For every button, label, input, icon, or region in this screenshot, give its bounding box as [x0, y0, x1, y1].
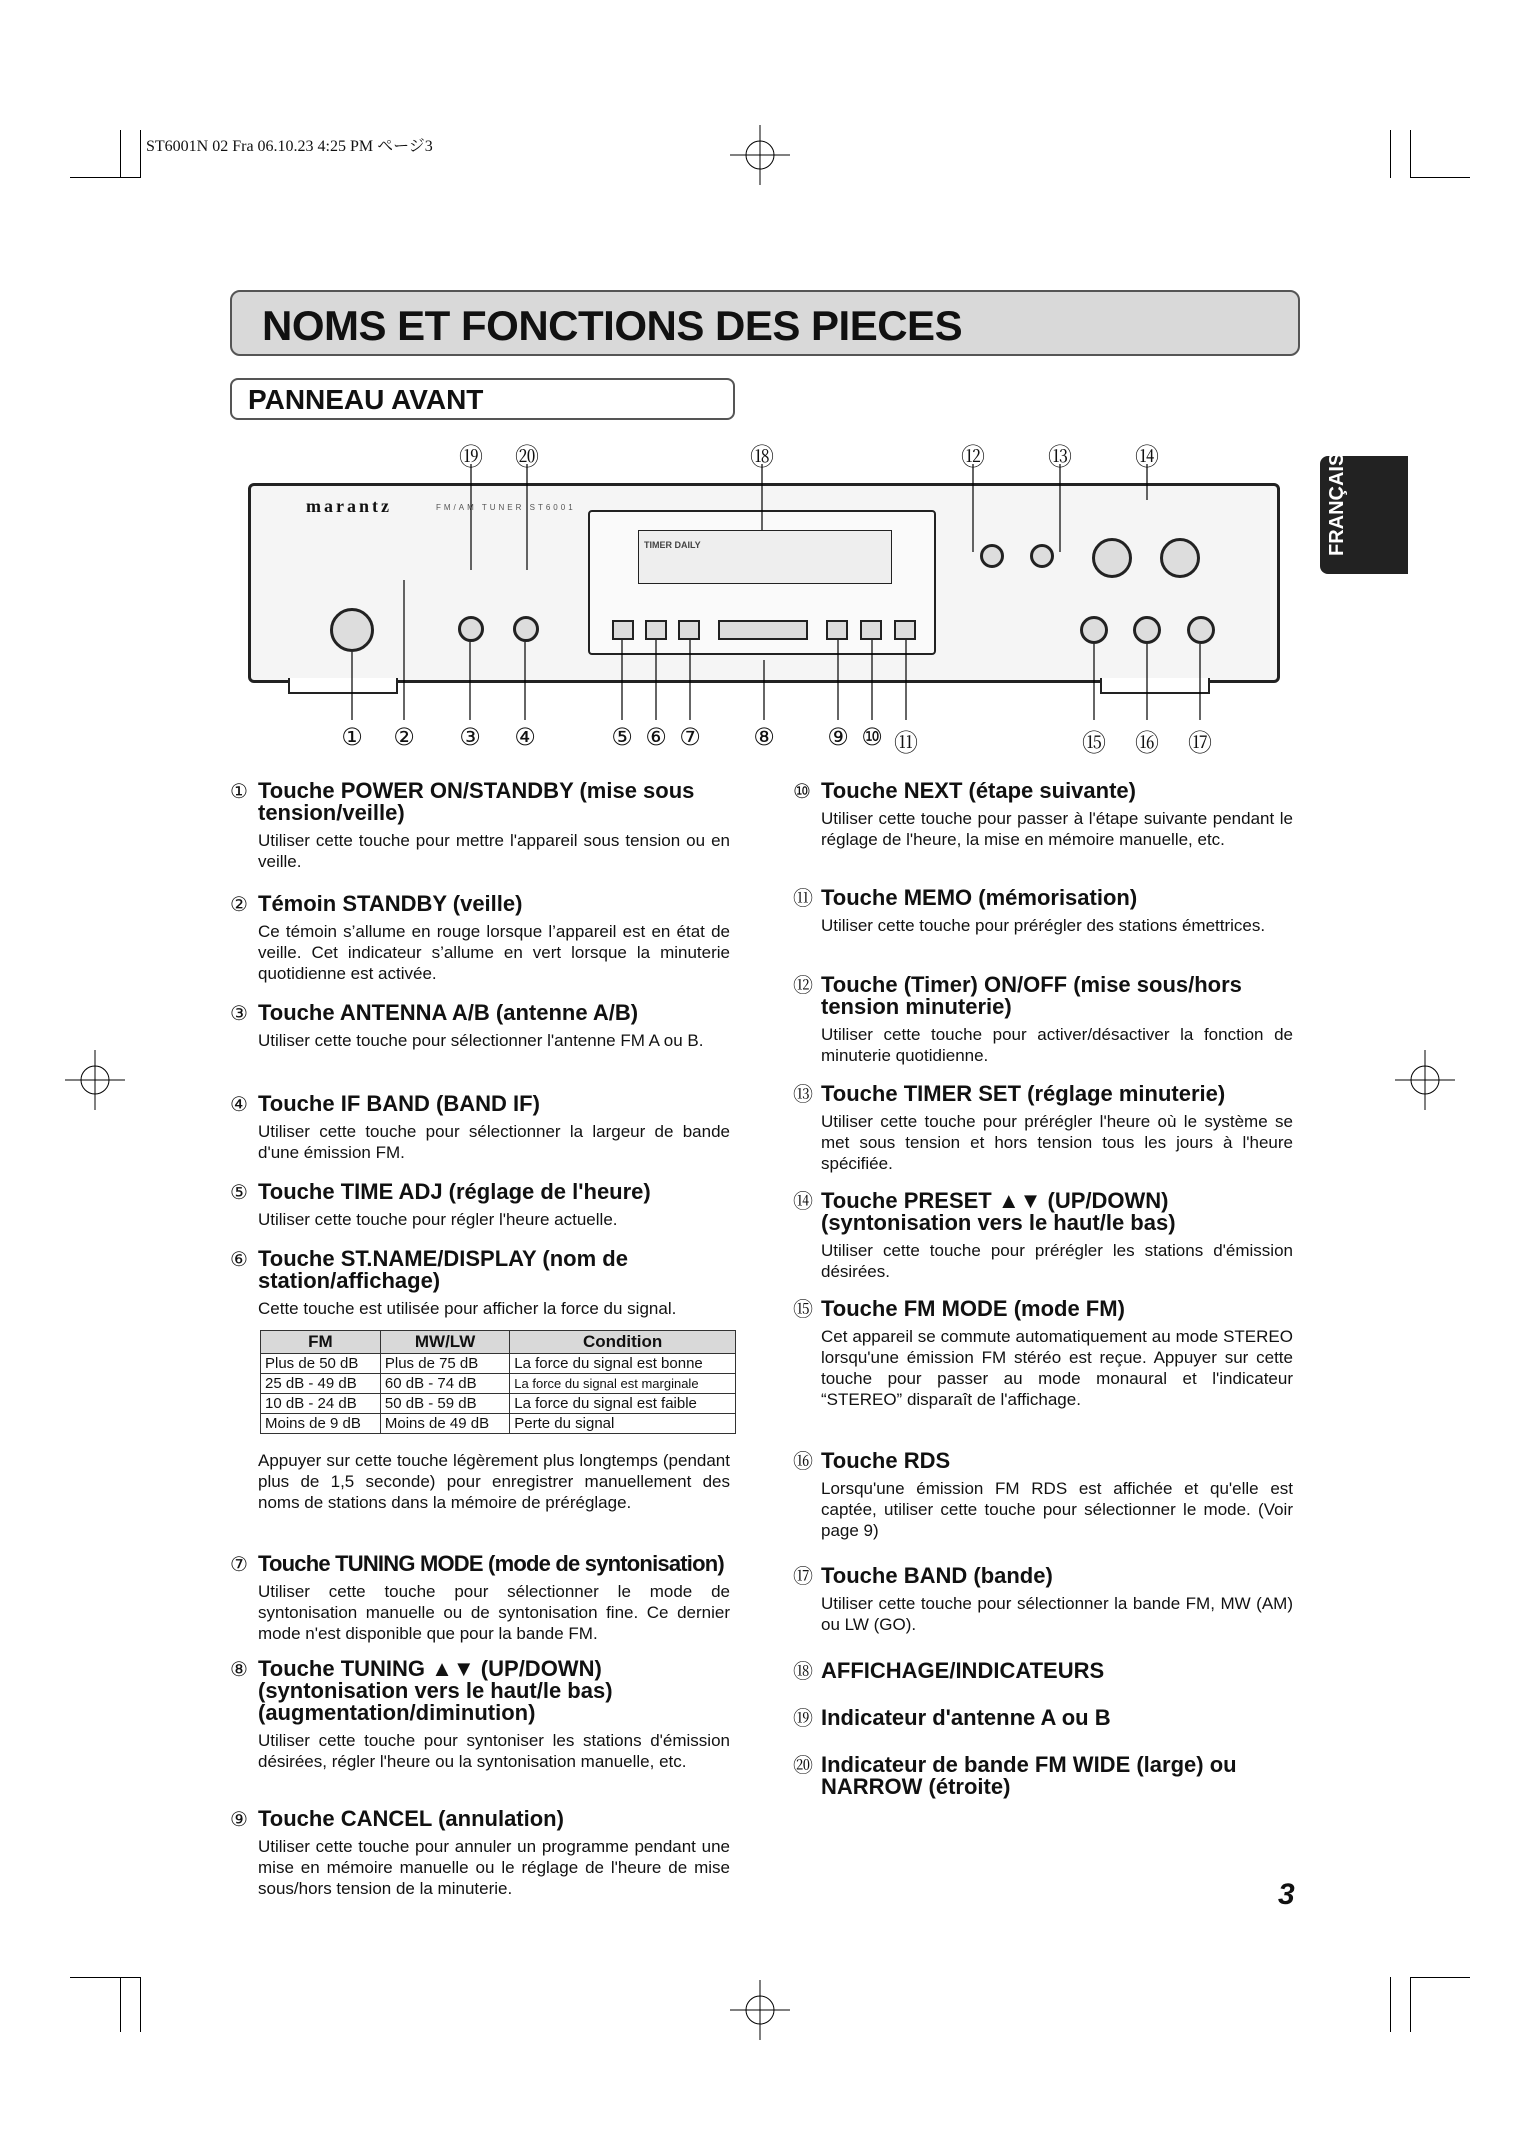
rds-button[interactable] [1133, 616, 1161, 644]
table-cell: Plus de 75 dB [380, 1354, 509, 1374]
callout-16: ⑯ [1135, 729, 1159, 757]
preset-down-button[interactable] [1092, 538, 1132, 578]
item-number: ⑯ [793, 1449, 813, 1473]
item-text: Utiliser cette touche pour prérégler des stations émettrices. [821, 916, 1266, 935]
callout-3: ③ [459, 723, 481, 751]
lcd-label: TIMER DAILY [644, 540, 701, 550]
table-row [261, 1354, 736, 1374]
callout-12: ⑫ [961, 443, 985, 471]
signal-strength-table [260, 1330, 736, 1434]
item-5 [230, 1181, 730, 1230]
item-number: ① [230, 779, 248, 803]
callout-1: ① [341, 723, 363, 751]
item-number: ④ [230, 1092, 248, 1116]
callout-5: ⑤ [611, 723, 633, 751]
registration-mark-icon [1395, 1050, 1455, 1110]
item-9 [230, 1808, 730, 1899]
callout-19: ⑲ [459, 443, 483, 471]
item-text: Utiliser cette touche pour annuler un programme pendant une mise en mémoire manuelle ou le réglage de l'heure de mise sous/hors tension de la minuterie. [258, 1837, 730, 1898]
table-header: MW/LW [380, 1331, 509, 1354]
callout-6: ⑥ [645, 723, 667, 751]
item-text: Utiliser cette touche pour activer/désactiver la fonction de minuterie quotidienne. [821, 1025, 1293, 1065]
table-cell: Moins de 9 dB [261, 1414, 381, 1434]
item-number: ⑥ [230, 1247, 248, 1271]
lcd-panel [638, 530, 892, 584]
item-number: ⑩ [793, 779, 811, 803]
item-number: ② [230, 892, 248, 916]
timer-set-button[interactable] [1030, 544, 1054, 568]
item-title: Témoin STANDBY (veille) [258, 891, 523, 916]
item-title: Touche NEXT (étape suivante) [821, 778, 1136, 803]
item-title: Touche RDS [821, 1448, 951, 1473]
tuning-mode-button[interactable] [678, 620, 700, 640]
item-title: Touche TIME ADJ (réglage de l'heure) [258, 1179, 651, 1204]
callout-15: ⑮ [1082, 729, 1106, 757]
item-text: Cet appareil se commute automatiquement au mode STEREO lorsqu'une émission FM stéréo est reçue. Appuyer sur cette touche pour passer au mode monaural et l'indicateur “STEREO” disparaît de l'affichage. [821, 1327, 1293, 1409]
registration-mark-icon [65, 1050, 125, 1110]
item-7 [230, 1553, 730, 1644]
item-6 [230, 1248, 730, 1319]
item-text: Utiliser cette touche pour prérégler les stations d'émission désirées. [821, 1241, 1293, 1281]
item-15 [793, 1298, 1293, 1410]
item-title: Touche CANCEL (annulation) [258, 1806, 564, 1831]
item-number: ⑪ [793, 886, 813, 910]
item-text: Utiliser cette touche pour mettre l'appareil sous tension ou en veille. [258, 831, 730, 871]
item-1 [230, 780, 730, 872]
item-number: ⑭ [793, 1189, 813, 1213]
item-number: ⑰ [793, 1564, 813, 1588]
item-20 [793, 1754, 1293, 1798]
item-text: Utiliser cette touche pour prérégler l'heure où le système se met sous tension et hors tension tous les jours à l'heure spécifiée. [821, 1112, 1293, 1173]
item-number: ⑤ [230, 1180, 248, 1204]
table-row [261, 1374, 736, 1394]
if-band-button[interactable] [513, 616, 539, 642]
item-text: Ce témoin s’allume en rouge lorsque l’appareil est en état de veille. Cet indicateur s’allume en vert lorsque la minuterie quotidienne est activée. [258, 922, 730, 983]
item-text: Utiliser cette touche pour syntoniser les stations d'émission désirées, régler l'heure ou la syntonisation manuelle, etc. [258, 1731, 730, 1771]
item-title: Touche IF BAND (BAND IF) [258, 1091, 540, 1116]
callout-17: ⑰ [1188, 729, 1212, 757]
item-title: Touche (Timer) ON/OFF (mise sous/hors tension minuterie) [821, 972, 1242, 1019]
item-text: Lorsqu'une émission FM RDS est affichée et qu'elle est captée, utiliser cette touche pour sélectionner le mode. (Voir page 9) [821, 1479, 1293, 1540]
table-cell: La force du signal est faible [510, 1394, 736, 1414]
item-13 [793, 1083, 1293, 1174]
item-number: ⑦ [230, 1552, 248, 1576]
item-title: Touche PRESET ▲▼ (UP/DOWN) (syntonisation vers le haut/le bas) [821, 1188, 1176, 1235]
item-number: ⑮ [793, 1297, 813, 1321]
callout-13: ⑬ [1048, 443, 1072, 471]
registration-mark-icon [730, 125, 790, 185]
item-number: ⑧ [230, 1657, 248, 1681]
antenna-button[interactable] [458, 616, 484, 642]
table-row [261, 1394, 736, 1414]
table-cell: 25 dB - 49 dB [261, 1374, 381, 1394]
item-title: Touche TUNING MODE (mode de syntonisation) [258, 1551, 724, 1576]
item-text: Utiliser cette touche pour sélectionner la largeur de bande d'une émission FM. [258, 1122, 730, 1162]
item-number: ⑲ [793, 1706, 813, 1730]
callout-7: ⑦ [679, 723, 701, 751]
item-3 [230, 1002, 730, 1051]
item-title: Indicateur de bande FM WIDE (large) ou NARROW (étroite) [821, 1752, 1237, 1799]
fm-mode-button[interactable] [1080, 616, 1108, 644]
item-title: Touche BAND (bande) [821, 1563, 1053, 1588]
item-title: Touche ANTENNA A/B (antenne A/B) [258, 1000, 639, 1025]
item-title: Touche FM MODE (mode FM) [821, 1296, 1125, 1321]
table-cell: La force du signal est bonne [510, 1354, 736, 1374]
power-button[interactable] [330, 608, 374, 652]
item-text: Utiliser cette touche pour sélectionner l'antenne FM A ou B. [258, 1031, 704, 1050]
st-name-display-button[interactable] [645, 620, 667, 640]
item-14 [793, 1190, 1293, 1282]
item-title: Touche TIMER SET (réglage minuterie) [821, 1081, 1226, 1106]
item-number: ⑱ [793, 1659, 813, 1683]
item-number: ⑨ [230, 1807, 248, 1831]
panel-foot-left [288, 678, 398, 694]
tuning-updown-button[interactable] [718, 620, 808, 640]
item-number: ⑫ [793, 973, 813, 997]
item-6-extra [230, 1450, 730, 1513]
callout-4: ④ [514, 723, 536, 751]
section-title-text: PANNEAU AVANT [248, 384, 484, 415]
page-title [230, 290, 1300, 356]
timer-onoff-button[interactable] [980, 544, 1004, 568]
table-cell: 10 dB - 24 dB [261, 1394, 381, 1414]
language-tab-label: FRANÇAIS [1326, 452, 1348, 556]
memo-button[interactable] [894, 620, 916, 640]
item-title: Indicateur d'antenne A ou B [821, 1705, 1111, 1730]
item-11 [793, 887, 1293, 936]
item-number: ⑬ [793, 1082, 813, 1106]
item-number: ③ [230, 1001, 248, 1025]
item-text: Utiliser cette touche pour régler l'heure actuelle. [258, 1210, 618, 1229]
next-button[interactable] [860, 620, 882, 640]
callout-10: ⑩ [861, 723, 883, 751]
item-text: Appuyer sur cette touche légèrement plus longtemps (pendant plus de 1,5 seconde) pour enregistrer manuellement des noms de stations dans la mémoire de préréglage. [258, 1451, 730, 1512]
panel-foot-right [1100, 678, 1210, 694]
callout-2: ② [393, 723, 415, 751]
print-header-meta: ST6001N 02 Fra 06.10.23 4:25 PM ページ3 [146, 138, 433, 155]
item-title: Touche POWER ON/STANDBY (mise sous tension/veille) [258, 778, 695, 825]
band-button[interactable] [1187, 616, 1215, 644]
table-row [261, 1414, 736, 1434]
table-header: Condition [510, 1331, 736, 1354]
page-number: 3 [1278, 1878, 1295, 1911]
table-header: FM [261, 1331, 381, 1354]
table-cell: La force du signal est marginale [510, 1374, 736, 1394]
item-10 [793, 780, 1293, 850]
item-17 [793, 1565, 1293, 1635]
item-16 [793, 1450, 1293, 1541]
language-tab [1320, 452, 1408, 574]
item-8 [230, 1658, 730, 1772]
item-text: Utiliser cette touche pour passer à l'étape suivante pendant le réglage de l'heure, la mise en mémoire manuelle, etc. [821, 809, 1293, 849]
model-label: FM/AM TUNER ST6001 [436, 503, 576, 512]
callout-8: ⑧ [753, 723, 775, 751]
page-title-text: NOMS ET FONCTIONS DES PIECES [262, 302, 963, 349]
section-title [230, 378, 735, 420]
item-18 [793, 1660, 1293, 1682]
callout-18: ⑱ [750, 443, 774, 471]
item-text: Utiliser cette touche pour sélectionner le mode de syntonisation manuelle ou de syntonisation fine. Ce dernier mode n'est disponible que pour la bande FM. [258, 1582, 730, 1643]
item-title: AFFICHAGE/INDICATEURS [821, 1658, 1105, 1683]
table-cell: 50 dB - 59 dB [380, 1394, 509, 1414]
cancel-button[interactable] [826, 620, 848, 640]
table-cell: Perte du signal [510, 1414, 736, 1434]
item-2 [230, 893, 730, 984]
callout-9: ⑨ [827, 723, 849, 751]
table-cell: 60 dB - 74 dB [380, 1374, 509, 1394]
item-12 [793, 974, 1293, 1066]
table-cell: Plus de 50 dB [261, 1354, 381, 1374]
preset-up-button[interactable] [1160, 538, 1200, 578]
item-number: ⑳ [793, 1753, 813, 1777]
callout-14: ⑭ [1135, 443, 1159, 471]
table-cell: Moins de 49 dB [380, 1414, 509, 1434]
item-4 [230, 1093, 730, 1163]
callout-11: ⑪ [894, 729, 918, 757]
callout-20: ⑳ [515, 443, 539, 471]
registration-mark-icon [730, 1980, 790, 2040]
item-title: Touche MEMO (mémorisation) [821, 885, 1138, 910]
item-title: Touche TUNING ▲▼ (UP/DOWN) (syntonisation vers le haut/le bas) (augmentation/diminution) [258, 1656, 613, 1725]
item-text: Cette touche est utilisée pour afficher la force du signal. [258, 1299, 677, 1318]
item-19 [793, 1707, 1293, 1729]
brand-logo: marantz [306, 496, 392, 516]
item-title: Touche ST.NAME/DISPLAY (nom de station/affichage) [258, 1246, 628, 1293]
item-text: Utiliser cette touche pour sélectionner la bande FM, MW (AM) ou LW (GO). [821, 1594, 1293, 1634]
time-adj-button[interactable] [612, 620, 634, 640]
